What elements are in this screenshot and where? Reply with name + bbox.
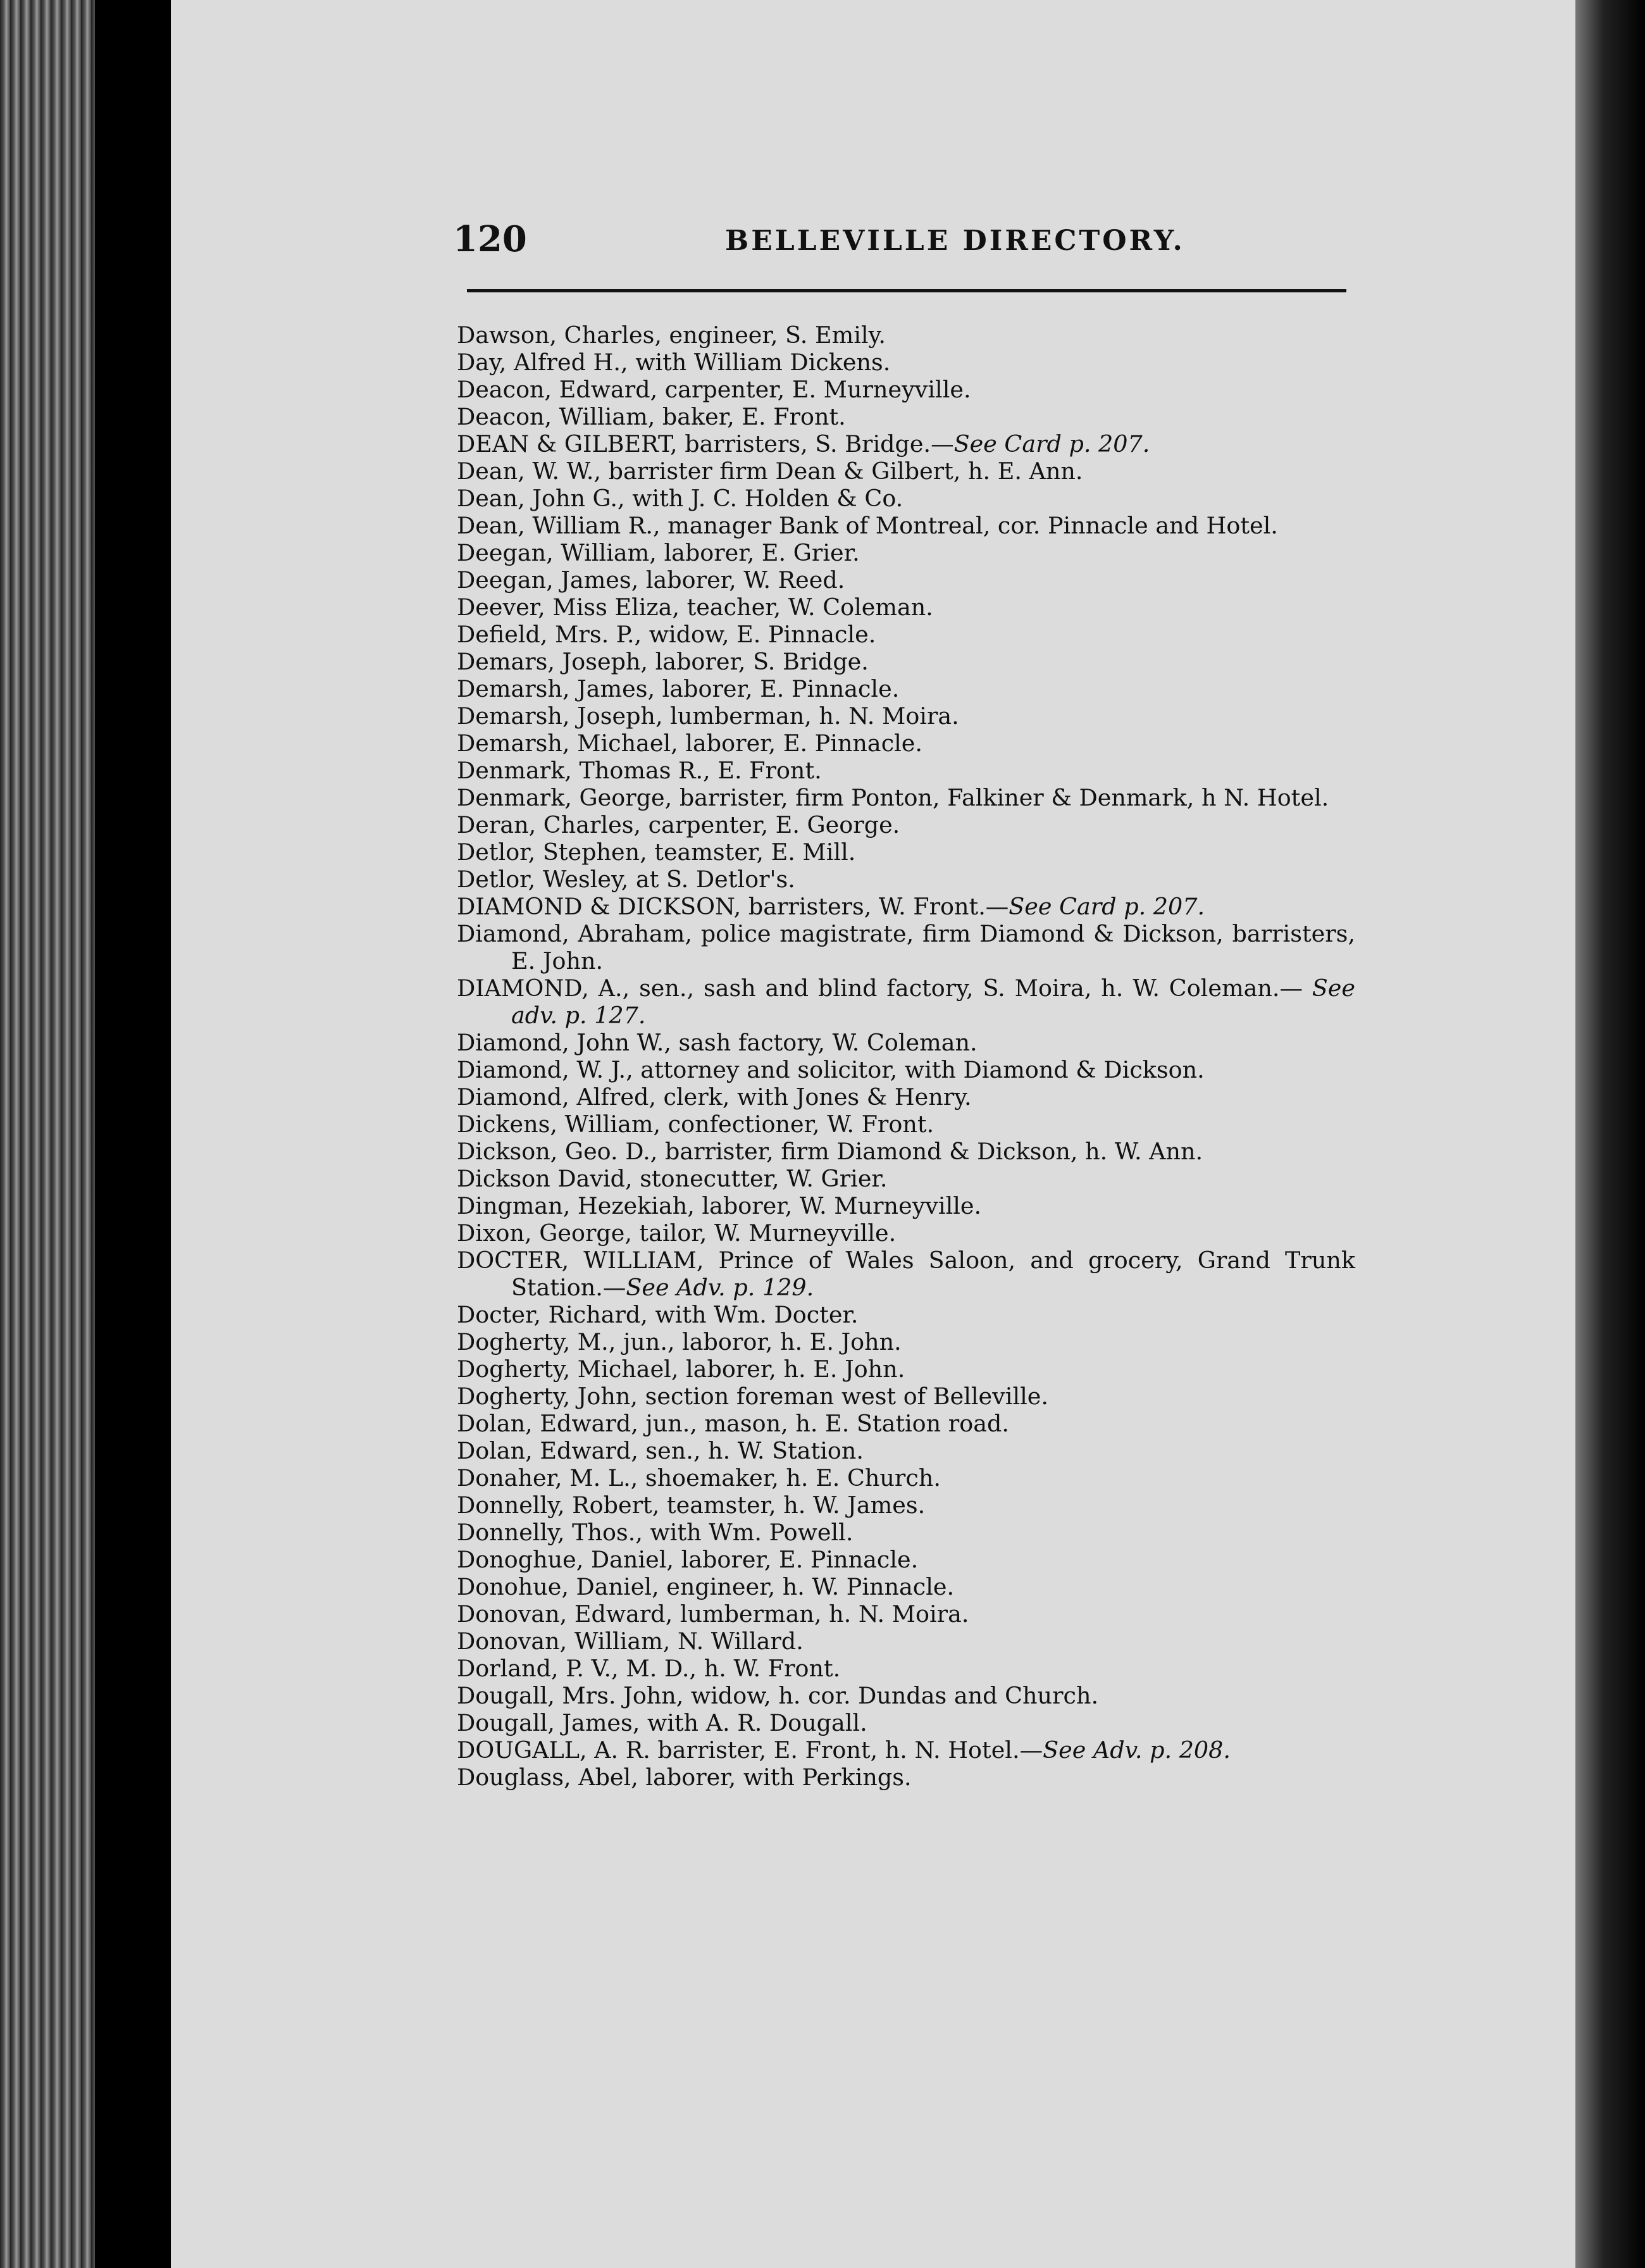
directory-entry bbox=[457, 458, 1355, 485]
directory-entry bbox=[457, 512, 1355, 539]
entry-text: Donovan, Edward, lumberman, h. N. Moira. bbox=[457, 1600, 969, 1628]
entry-text: Dogherty, M., jun., laboror, h. E. John. bbox=[457, 1328, 902, 1355]
entry-text: Demarsh, James, laborer, E. Pinnacle. bbox=[457, 675, 900, 702]
entry-text: Donnelly, Robert, teamster, h. W. James. bbox=[457, 1492, 926, 1519]
directory-entry bbox=[457, 1165, 1355, 1192]
entry-text: Dougall, Mrs. John, widow, h. cor. Dundas and Church. bbox=[457, 1682, 1099, 1709]
entry-text: Diamond, W. J., attorney and solicitor, with Diamond & Dickson. bbox=[457, 1056, 1205, 1083]
directory-entry bbox=[457, 349, 1355, 376]
directory-entry bbox=[457, 321, 1355, 349]
page-header bbox=[453, 206, 1345, 263]
entry-text: Donaher, M. L., shoemaker, h. E. Church. bbox=[457, 1464, 941, 1492]
entry-reference: See Card p. 207. bbox=[953, 430, 1150, 458]
entry-text: Dougall, James, with A. R. Dougall. bbox=[457, 1709, 867, 1736]
directory-entry bbox=[457, 975, 1355, 1029]
directory-entry bbox=[457, 757, 1355, 784]
directory-entry bbox=[457, 730, 1355, 757]
directory-entry bbox=[457, 1464, 1355, 1492]
directory-entry bbox=[457, 1301, 1355, 1328]
directory-entry bbox=[457, 1355, 1355, 1383]
directory-entry bbox=[457, 1600, 1355, 1628]
entry-text: Day, Alfred H., with William Dickens. bbox=[457, 349, 891, 376]
entry-text: Demarsh, Joseph, lumberman, h. N. Moira. bbox=[457, 702, 959, 730]
directory-entry bbox=[457, 838, 1355, 866]
directory-entry bbox=[457, 675, 1355, 702]
directory-entry bbox=[457, 1138, 1355, 1165]
entry-text: Denmark, Thomas R., E. Front. bbox=[457, 757, 822, 784]
entry-text: DIAMOND & DICKSON, barristers, W. Front.— bbox=[457, 893, 1009, 920]
directory-entry bbox=[457, 430, 1355, 458]
directory-entry bbox=[457, 376, 1355, 403]
entry-text: Defield, Mrs. P., widow, E. Pinnacle. bbox=[457, 621, 876, 648]
directory-entry bbox=[457, 1111, 1355, 1138]
directory-entry bbox=[457, 811, 1355, 838]
directory-entry bbox=[457, 403, 1355, 430]
entry-text: Diamond, John W., sash factory, W. Coleman. bbox=[457, 1029, 978, 1056]
entry-text: Deegan, James, laborer, W. Reed. bbox=[457, 566, 845, 594]
directory-entry bbox=[457, 1383, 1355, 1410]
directory-entry bbox=[457, 1328, 1355, 1355]
directory-entry bbox=[457, 485, 1355, 512]
entry-reference: See Adv. p. 129. bbox=[626, 1274, 814, 1301]
entry-reference: See Card p. 207. bbox=[1009, 893, 1205, 920]
entry-text: DIAMOND, A., sen., sash and blind factory, S. Moira, h. W. Coleman.— bbox=[457, 975, 1312, 1002]
directory-entry bbox=[457, 1709, 1355, 1736]
entry-text: Detlor, Wesley, at S. Detlor's. bbox=[457, 866, 795, 893]
directory-entry bbox=[457, 784, 1355, 811]
directory-entry bbox=[457, 1083, 1355, 1111]
directory-entry bbox=[457, 893, 1355, 920]
entry-text: Deegan, William, laborer, E. Grier. bbox=[457, 539, 860, 566]
entry-text: Donoghue, Daniel, laborer, E. Pinnacle. bbox=[457, 1546, 919, 1573]
entry-text: Dixon, George, tailor, W. Murneyville. bbox=[457, 1219, 897, 1247]
entry-text: DOUGALL, A. R. barrister, E. Front, h. N. Hotel.— bbox=[457, 1736, 1043, 1764]
entry-text: Donnelly, Thos., with Wm. Powell. bbox=[457, 1519, 854, 1546]
directory-entry bbox=[457, 1546, 1355, 1573]
entry-text: DOCTER, WILLIAM, Prince of Wales Saloon, and grocery, Grand Trunk Station.— bbox=[457, 1247, 1355, 1301]
entry-text: Dickson, Geo. D., barrister, firm Diamond & Dickson, h. W. Ann. bbox=[457, 1138, 1203, 1165]
entry-text: Donohue, Daniel, engineer, h. W. Pinnacle. bbox=[457, 1573, 955, 1600]
entry-text: Deever, Miss Eliza, teacher, W. Coleman. bbox=[457, 594, 933, 621]
entry-text: Dingman, Hezekiah, laborer, W. Murneyville. bbox=[457, 1192, 982, 1219]
page-right-shadow bbox=[1575, 0, 1645, 2268]
directory-entry bbox=[457, 1437, 1355, 1464]
entry-text: Dean, W. W., barrister firm Dean & Gilbert, h. E. Ann. bbox=[457, 458, 1083, 485]
directory-entry bbox=[457, 866, 1355, 893]
directory-entry bbox=[457, 1628, 1355, 1655]
entry-text: Dickens, William, confectioner, W. Front. bbox=[457, 1111, 934, 1138]
running-title: BELLEVILLE DIRECTORY. bbox=[725, 225, 1185, 257]
entry-text: Dean, William R., manager Bank of Montreal, cor. Pinnacle and Hotel. bbox=[457, 512, 1278, 539]
entry-text: Donovan, William, N. Willard. bbox=[457, 1628, 804, 1655]
entry-text: Douglass, Abel, laborer, with Perkings. bbox=[457, 1764, 912, 1791]
directory-entry bbox=[457, 1519, 1355, 1546]
entry-text: DEAN & GILBERT, barristers, S. Bridge.— bbox=[457, 430, 954, 458]
entry-text: Dogherty, John, section foreman west of Belleville. bbox=[457, 1383, 1048, 1410]
page-number: 120 bbox=[453, 218, 527, 260]
directory-entry bbox=[457, 1573, 1355, 1600]
entry-text: Diamond, Abraham, police magistrate, firm Diamond & Dickson, barristers, E. John. bbox=[457, 920, 1355, 975]
entry-text: Dawson, Charles, engineer, S. Emily. bbox=[457, 321, 886, 349]
directory-entry bbox=[457, 1736, 1355, 1764]
entry-text: Docter, Richard, with Wm. Docter. bbox=[457, 1301, 859, 1328]
entry-text: Dean, John G., with J. C. Holden & Co. bbox=[457, 485, 903, 512]
entry-text: Dickson David, stonecutter, W. Grier. bbox=[457, 1165, 888, 1192]
entry-text: Demars, Joseph, laborer, S. Bridge. bbox=[457, 648, 869, 675]
directory-entry bbox=[457, 621, 1355, 648]
directory-entry bbox=[457, 1682, 1355, 1709]
directory-entry bbox=[457, 1655, 1355, 1682]
entry-text: Detlor, Stephen, teamster, E. Mill. bbox=[457, 838, 856, 866]
header-rule bbox=[467, 289, 1346, 292]
entry-text: Deran, Charles, carpenter, E. George. bbox=[457, 811, 900, 838]
directory-entry bbox=[457, 1410, 1355, 1437]
directory-entries bbox=[457, 321, 1355, 1791]
entry-text: Demarsh, Michael, laborer, E. Pinnacle. bbox=[457, 730, 923, 757]
entry-text: Dogherty, Michael, laborer, h. E. John. bbox=[457, 1355, 905, 1383]
directory-entry bbox=[457, 539, 1355, 566]
directory-entry bbox=[457, 1029, 1355, 1056]
directory-entry bbox=[457, 1056, 1355, 1083]
directory-entry bbox=[457, 1192, 1355, 1219]
entry-text: Dolan, Edward, jun., mason, h. E. Station road. bbox=[457, 1410, 1009, 1437]
entry-reference: See Adv. p. 208. bbox=[1043, 1736, 1231, 1764]
entry-reference: See adv. p. 127. bbox=[511, 975, 1355, 1029]
entry-text: Diamond, Alfred, clerk, with Jones & Henry. bbox=[457, 1083, 972, 1111]
directory-entry bbox=[457, 648, 1355, 675]
entry-text: Dorland, P. V., M. D., h. W. Front. bbox=[457, 1655, 841, 1682]
directory-entry bbox=[457, 702, 1355, 730]
entry-text: Deacon, William, baker, E. Front. bbox=[457, 403, 846, 430]
directory-entry bbox=[457, 1764, 1355, 1791]
directory-entry bbox=[457, 920, 1355, 975]
directory-entry bbox=[457, 1247, 1355, 1301]
directory-entry bbox=[457, 594, 1355, 621]
entry-text: Dolan, Edward, sen., h. W. Station. bbox=[457, 1437, 864, 1464]
entry-text: Denmark, George, barrister, firm Ponton, Falkiner & Denmark, h N. Hotel. bbox=[457, 784, 1329, 811]
directory-entry bbox=[457, 1219, 1355, 1247]
directory-entry bbox=[457, 1492, 1355, 1519]
entry-text: Deacon, Edward, carpenter, E. Murneyville. bbox=[457, 376, 971, 403]
book-spine-edge bbox=[0, 0, 95, 2268]
directory-entry bbox=[457, 566, 1355, 594]
